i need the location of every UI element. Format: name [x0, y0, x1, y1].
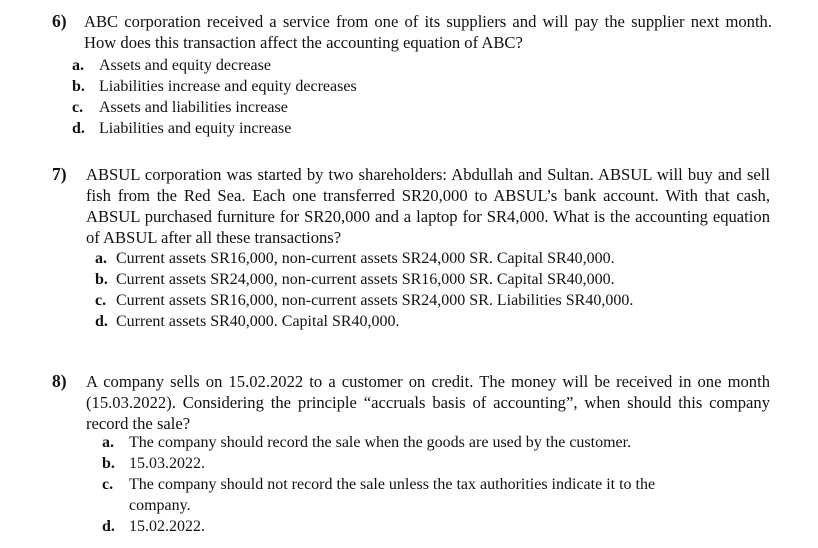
question-text: A company sells on 15.02.2022 to a customer on credit. The money will be received in one month (15.03.2022). Considering the principle “accruals basis of accounting”, when should this company record the sale? — [86, 372, 770, 433]
option-letter: d. — [102, 518, 115, 535]
option-text: Liabilities increase and equity decreases — [99, 78, 357, 95]
option-letter: a. — [72, 57, 84, 74]
option-b[interactable] — [102, 453, 655, 474]
option-text-continued: company. — [129, 497, 191, 514]
option-text: Current assets SR24,000, non-current assets SR16,000 SR. Capital SR40,000. — [116, 271, 615, 288]
option-text: Current assets SR16,000, non-current assets SR24,000 SR. Capital SR40,000. — [116, 250, 615, 267]
question-8-stem — [52, 371, 770, 434]
question-6-options — [72, 55, 357, 139]
option-text: Assets and liabilities increase — [99, 99, 288, 116]
question-6 — [52, 11, 772, 53]
option-a[interactable] — [95, 248, 633, 269]
question-7 — [52, 164, 770, 248]
option-letter: c. — [102, 476, 114, 493]
option-d[interactable] — [72, 118, 357, 139]
option-b[interactable] — [72, 76, 357, 97]
question-8 — [52, 371, 770, 434]
option-letter: c. — [95, 292, 107, 309]
option-c[interactable] — [72, 97, 357, 118]
option-letter: b. — [72, 78, 85, 95]
option-text: Liabilities and equity increase — [99, 120, 292, 137]
question-text: ABC corporation received a service from one of its suppliers and will pay the supplier next month. How does this transaction affect the accounting equation of ABC? — [84, 12, 772, 52]
option-b[interactable] — [95, 269, 633, 290]
option-letter: c. — [72, 99, 84, 116]
question-number: 7) — [52, 164, 67, 184]
question-number: 8) — [52, 371, 67, 391]
option-text: Current assets SR16,000, non-current assets SR24,000 SR. Liabilities SR40,000. — [116, 292, 634, 309]
option-text: Current assets SR40,000. Capital SR40,000. — [116, 313, 400, 330]
question-number: 6) — [52, 11, 67, 31]
option-a[interactable] — [72, 55, 357, 76]
option-letter: a. — [95, 250, 107, 267]
question-8-options — [102, 432, 655, 537]
question-text: ABSUL corporation was started by two shareholders: Abdullah and Sultan. ABSUL will buy and sell fish from the Red Sea. Each one transferred SR20,000 to ABSUL’s bank account. With that cash, ABSUL purchased furniture for SR20,000 and a laptop for SR4,000. What is the accounting equation of ABSUL after all these transactions? — [86, 165, 770, 247]
option-text: 15.03.2022. — [129, 455, 205, 472]
option-text: The company should not record the sale unless the tax authorities indicate it to the — [129, 476, 656, 493]
question-6-stem — [52, 11, 772, 53]
option-letter: b. — [102, 455, 115, 472]
option-text: The company should record the sale when the goods are used by the customer. — [129, 434, 632, 451]
option-text: Assets and equity decrease — [99, 57, 271, 74]
option-c[interactable] — [95, 290, 633, 311]
option-letter: d. — [72, 120, 85, 137]
option-letter: a. — [102, 434, 114, 451]
question-7-stem — [52, 164, 770, 248]
option-c[interactable] — [102, 474, 655, 495]
option-c-continued — [102, 495, 655, 516]
option-a[interactable] — [102, 432, 655, 453]
option-d[interactable] — [102, 516, 655, 537]
question-7-options — [95, 248, 633, 332]
option-d[interactable] — [95, 311, 633, 332]
option-text: 15.02.2022. — [129, 518, 205, 535]
option-letter: b. — [95, 271, 108, 288]
option-letter: d. — [95, 313, 108, 330]
